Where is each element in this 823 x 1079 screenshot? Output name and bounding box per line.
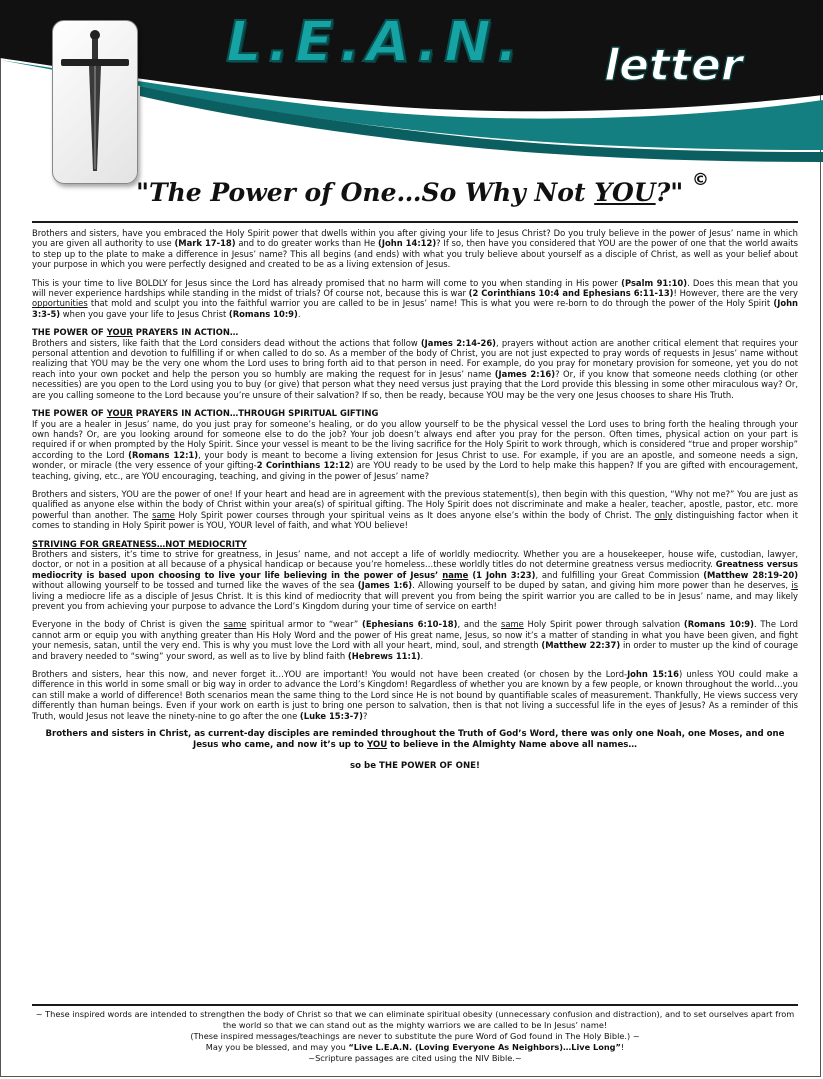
footer-note: ~ These inspired words are intended to strengthen the body of Christ so that we can eliminate spiritual obesity (unnecessary confusion and distraction), and to set ourselves apart from the world so that we can stand out as the mighty warriors we are called to be In Jesus’ name! xyxy=(35,1009,795,1030)
paragraph: Everyone in the body of Christ is given the same spiritual armor to “wear” (Ephesians 6:10-18), and the same Holy Spirit power through salvation (Romans 10:9). The Lord cannot arm or equip you with anything greater than His Holy Word and the power of His great name, Jesus, so now it’s a matter of standing in what you have been given, and fight your nemesis, satan, until the very end. This is why you must love the Lord with all your heart, mind, soul, and strength (Matthew 22:37) in order to muster up the kind of courage and bravery needed to “swing” your sword, as well as to live by blind faith (Hebrews 11:1). xyxy=(32,619,798,661)
footer-scripture-note: ~Scripture passages are cited using the NIV Bible.~ xyxy=(308,1053,522,1063)
lean-logo xyxy=(52,20,138,184)
paragraph: Brothers and sisters, hear this now, and never forget it…YOU are important! You would not have been created (or chosen by the Lord-John 15:16) unless YOU could make a difference in this world in some small or big way in order to advance the Lord’s Kingdom! Regardless of whether you are known by a few people, or known throughout the world…you can still make a world of difference! Both scenarios mean the same thing to the Lord since He is not bound by quantifiable scales of measurement. Thankfully, He views success very differently than human beings. Even if your work on earth is just to bring one person to salvation, then is that not living a successful life in the eyes of Jesus? As a reminder of this Truth, would Jesus not leave the ninety-nine to go after the one (Luke 15:3-7)? xyxy=(32,669,798,721)
bottom-rule xyxy=(32,1004,798,1006)
paragraph: Brothers and sisters, have you embraced the Holy Spirit power that dwells within you after giving your life to Jesus Christ? Do you truly believe in the power of Jesus’ name in which you are given all authority to use (Mark 17-18) and to do greater works than He (John 14:12)? If so, then have you considered that YOU are the power of one that the world awaits to step up to the plate to make a difference in Jesus’ name? This all begins (and ends) with what you truly believe about yourself as a disciple of Christ, as well as your belief about your purpose in which you were perfectly designed and created to be as a living extension of Jesus. xyxy=(32,228,798,270)
top-rule xyxy=(32,221,798,223)
paragraph: Brothers and sisters, like faith that the Lord considers dead without the actions that follow (James 2:14-26), prayers without action are another critical element that requires your personal attention and devotion to fulfilling if or when called to do so. As a member of the body of Christ, you are not just expected to pray words of requests in Jesus’ name without realizing that YOU may be the very one whom the Lord uses to bring forth aid to that person in need. For example, do you pray for monetary provision for someone, yet you do not reach into your own pocket and help the person you so humbly are making the request for in Jesus’ name (James 2:16)? Or, if you know that someone needs clothing (or other necessities) are you open to the Lord using you to buy (or give) that person what they need versus just praying that the Lord provide this blessing in some other miraculous way? Or, are you calling someone to the Lord because you’re unsure of their salvation? If so, then be ready, because YOU may be the very one Jesus chooses to share His Truth. xyxy=(32,337,798,400)
page-title: "The Power of One…So Why Not YOU?" xyxy=(136,178,684,207)
sword-icon xyxy=(53,21,137,183)
footer-blessing: May you be blessed, and may you “Live L.E.A.N. (Loving Everyone As Neighbors)…Live Long”! xyxy=(205,1042,625,1052)
section-heading: THE POWER OF YOUR PRAYERS IN ACTION… xyxy=(32,327,239,338)
paragraph: If you are a healer in Jesus’ name, do you just pray for someone’s healing, or do you allow yourself to be the physical vessel the Lord uses to bring forth the healing through your own hands? Or, are you looking around for someone else to do the job? Your job doesn’t always end after you pray for the person. Often times, physical action on your part is required if or when prompted by the Holy Spirit. Since your vessel is meant to be the living sacrifice for the Holy Spirit to work through, which is considered “true and proper worship” according to the Lord (Romans 12:1), your body is meant to become a living extension for Jesus Christ to use. For example, if you are an apostle, and someone needs a sign, wonder, or miracle (the very essence of your gifting-2 Corinthians 12:12) are YOU ready to be used by the Lord to help make this happen? If you are gifted with encouragement, teaching, giving, etc., are YOU encouraging, teaching, and giving in the power of Jesus’ name? xyxy=(32,418,798,481)
section-heading: STRIVING FOR GREATNESS…NOT MEDIOCRITY xyxy=(32,538,247,549)
footer-disclaimer: (These inspired messages/teachings are never to substitute the pure Word of God found in The Holy Bible.) ~ xyxy=(190,1031,640,1041)
copyright-mark: © xyxy=(692,170,709,190)
paragraph: Brothers and sisters, YOU are the power of one! If your heart and head are in agreement with the previous statement(s), then begin with this question, “Why not me?” You are just as qualified as anyone else within the body of Christ within your area(s) of spiritual gifting. The Holy Spirit does not discriminate and make a healer, teacher, apostle, pastor, etc. more powerful than another. The same Holy Spirit power courses through your spiritual veins as It does anyone else’s within the body of Christ. The only distinguishing factor when it comes to standing in Holy Spirit power is YOU, YOUR level of faith, and what YOU believe! xyxy=(32,488,798,531)
closing-tagline: so be THE POWER OF ONE! xyxy=(350,761,480,772)
paragraph: This is your time to live BOLDLY for Jesus since the Lord has already promised that no harm will come to you when standing in His power (Psalm 91:10). Does this mean that you will never experience hardships while standing in the midst of trials? Of course not, because this is war (2 Corinthians 10:4 and Ephesians 6:11-13)! However, there are the very opportunities that mold and sculpt you into the faithful warrior you are called to be in Jesus’ name! This is what you were re-born to do through the power of the Holy Spirit (John 3:3-5) when you gave your life to Jesus Christ (Romans 10:9). xyxy=(32,277,799,319)
closing-statement: Brothers and sisters in Christ, as current-day disciples are reminded throughout the Truth of God’s Word, there was only one Noah, one Moses, and one Jesus who came, and now it’s up to YOU to believe in the Almighty Name above all names… so be THE POWER OF ONE! xyxy=(32,729,798,772)
footer xyxy=(32,1009,798,1064)
brand-lean: L.E.A.N. xyxy=(226,10,525,75)
section-heading: THE POWER OF YOUR PRAYERS IN ACTION…THROUGH SPIRITUAL GIFTING xyxy=(32,408,379,419)
article-body xyxy=(32,228,798,772)
paragraph: Brothers and sisters, it’s time to strive for greatness, in Jesus’ name, and not accept a life of worldly mediocrity. Whether you are a housekeeper, house wife, custodian, lawyer, doctor, or not in a position at all because of a physical handicap or because you’re homeless…these worldly titles do not determine greatness versus mediocrity. Greatness versus mediocrity is based upon choosing to live your life believing in the power of Jesus’ name (1 John 3:23), and fulfilling your Great Commission (Matthew 28:19-20) without allowing yourself to be tossed and turned like the waves of the sea (James 1:6). Allowing yourself to be duped by satan, and giving him more power than he deserves, is living a mediocre life as a disciple of Jesus Christ. It is this kind of mediocrity that will prevent you from being the spirit warrior you are called to be in Jesus’ name, and may likely prevent you from achieving your purpose to advance the Lord’s Kingdom during your time of service on earth! xyxy=(32,548,799,611)
brand-letter: letter xyxy=(604,40,743,91)
